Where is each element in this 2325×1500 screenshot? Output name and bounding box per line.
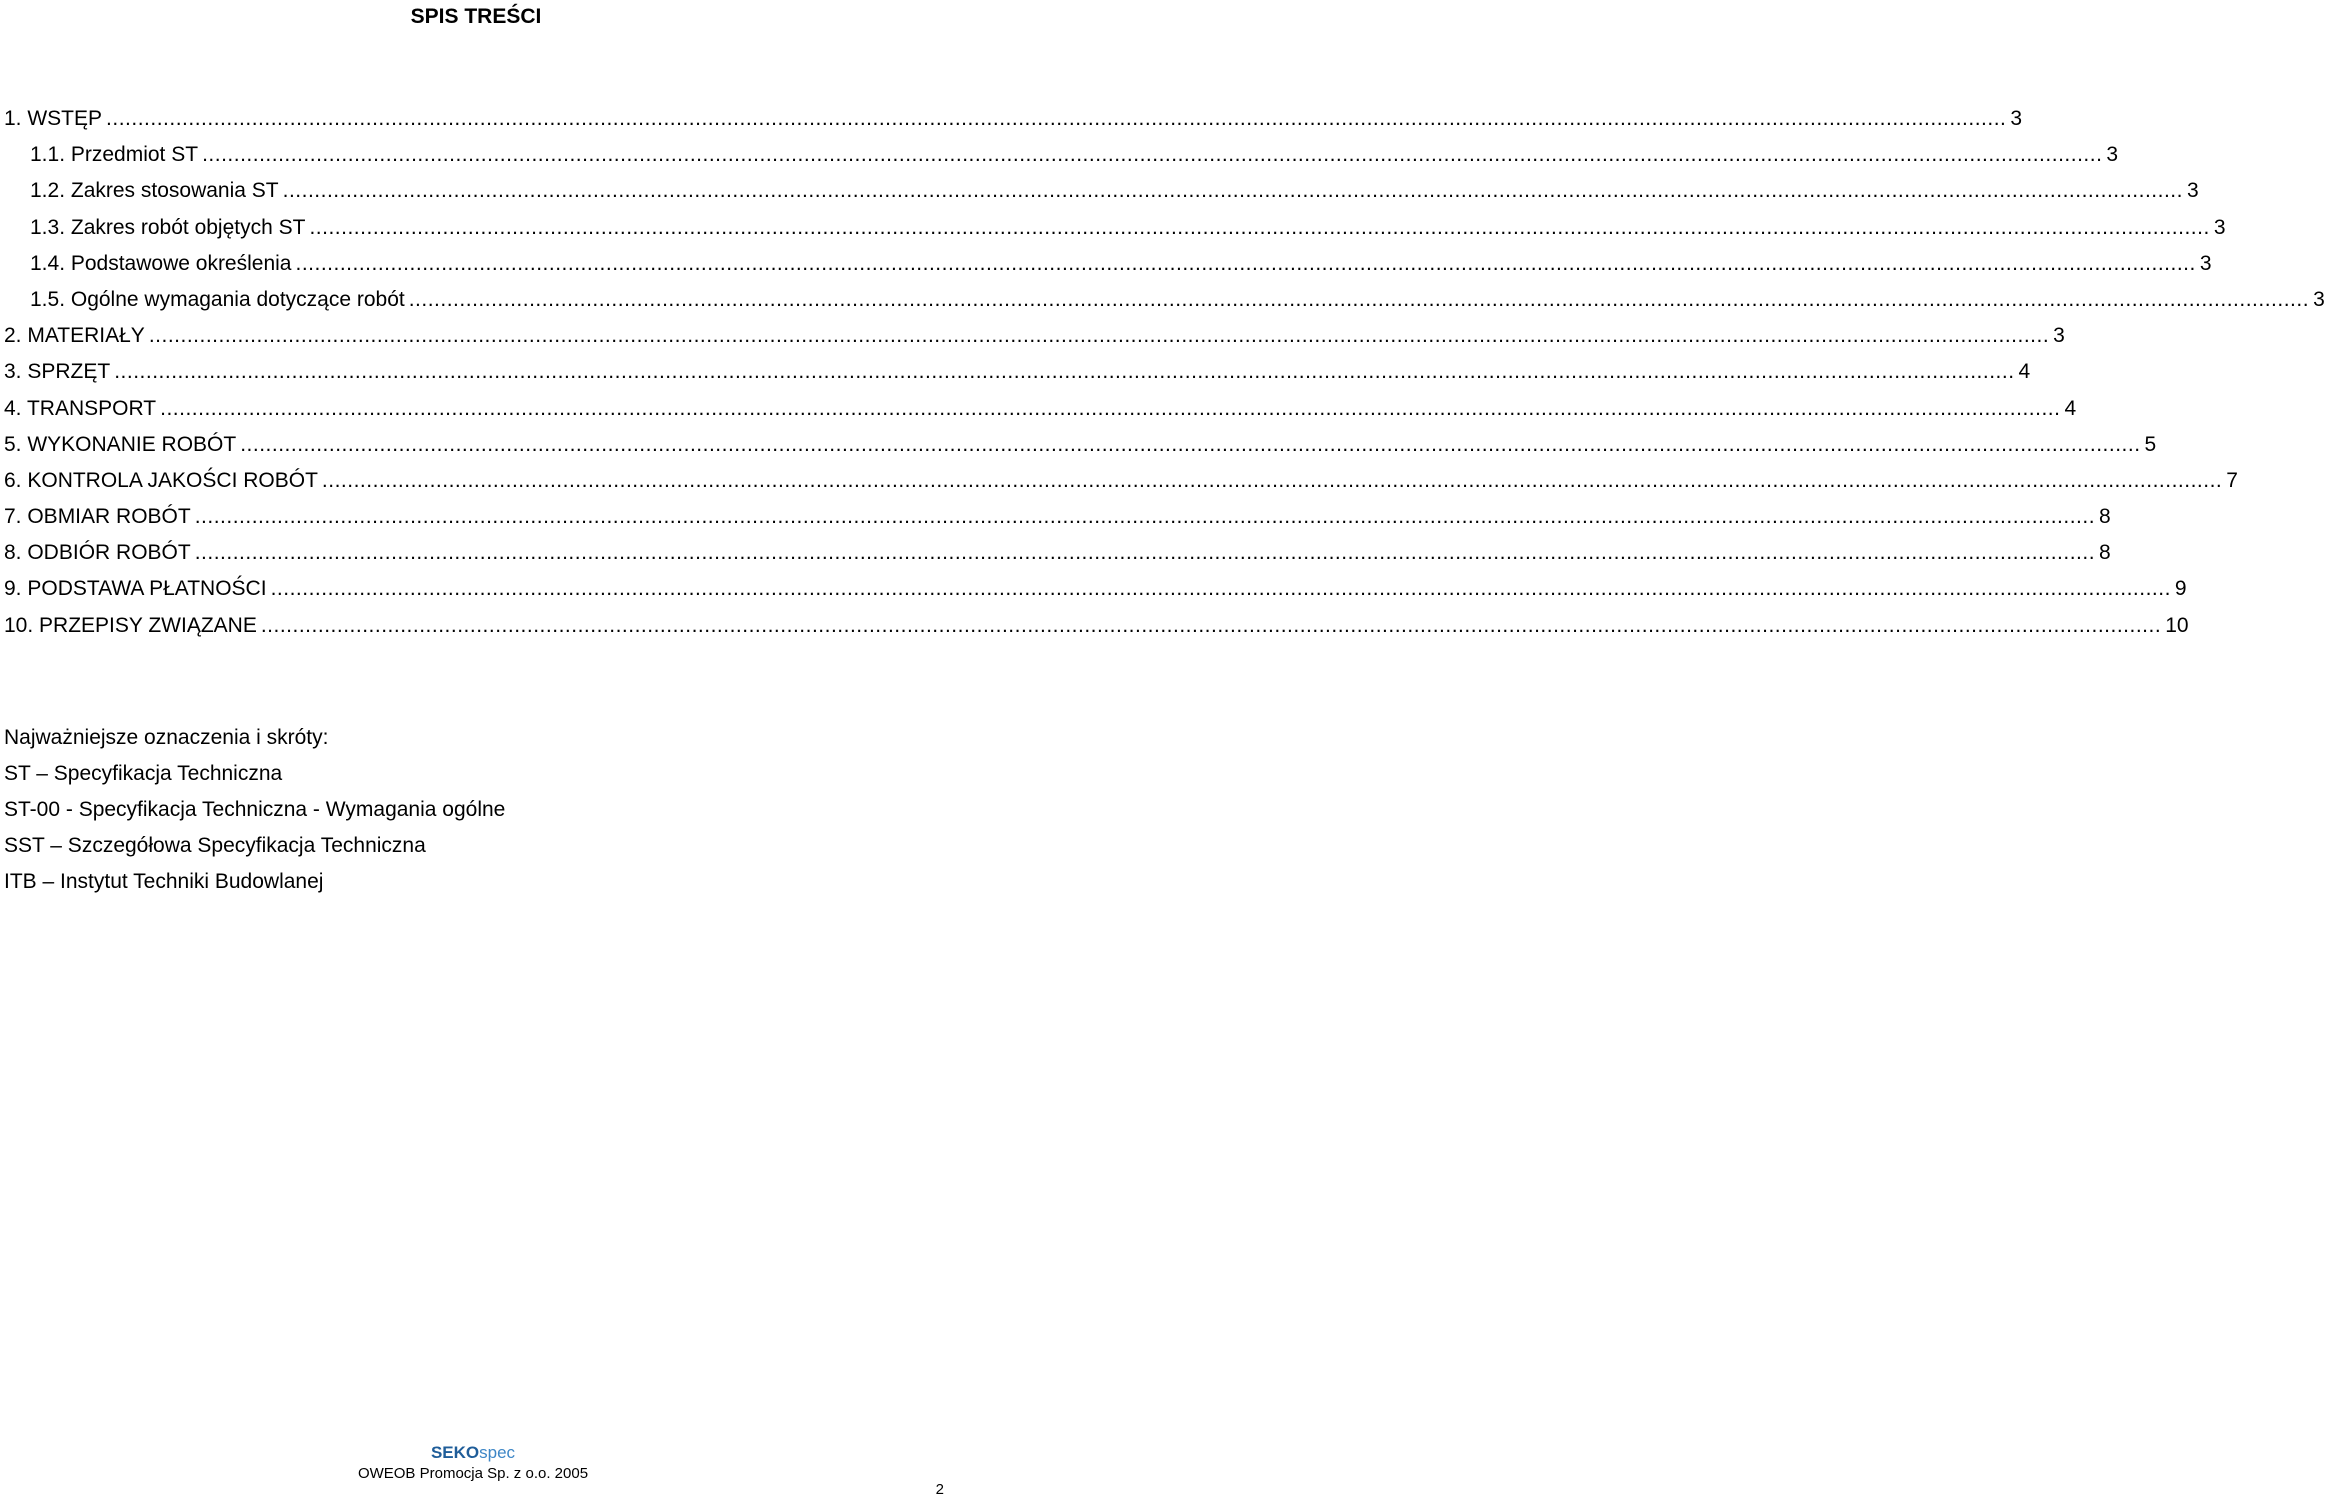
toc-dot-leader: ............................................................................................................................................................................................................................................................................................................ (202, 143, 2103, 167)
toc-dot-leader: ............................................................................................................................................................................................................................................................................................................ (194, 505, 2096, 529)
toc-entry-label: 8. ODBIÓR ROBÓT (4, 541, 191, 565)
toc-entry[interactable] (4, 318, 2065, 354)
brand-logo (0, 1442, 946, 1464)
toc-entry-label: 2. MATERIAŁY (4, 324, 145, 348)
abbreviations-heading: Najważniejsze oznaczenia i skróty: (4, 726, 329, 749)
brand-logo-part1: SEKO (430, 1443, 480, 1462)
toc-dot-leader: ............................................................................................................................................................................................................................................................................................................ (309, 215, 2210, 239)
toc-entry-label: 1.3. Zakres robót objętych ST (30, 215, 306, 239)
toc-entry-label: 10. PRZEPISY ZWIĄZANE (4, 613, 257, 637)
page-number: 2 (935, 1481, 944, 1498)
toc-entry-page: 7 (2226, 468, 2238, 492)
page-title: SPIS TREŚCI (410, 5, 542, 28)
toc-entry-page: 3 (2010, 107, 2023, 130)
toc-entry[interactable] (4, 282, 2325, 318)
toc-entry[interactable] (4, 354, 2031, 390)
toc-entry-label: 7. OBMIAR ROBÓT (4, 505, 191, 529)
toc-entry-page: 8 (2099, 505, 2111, 529)
toc-dot-leader: ............................................................................................................................................................................................................................................................................................................ (408, 287, 2310, 311)
toc-entry[interactable] (4, 101, 2023, 137)
toc-entry-page: 3 (2053, 324, 2065, 348)
toc-entry-page: 10 (2165, 613, 2189, 637)
toc-dot-leader: ............................................................................................................................................................................................................................................................................................................ (282, 179, 2183, 203)
toc-entry[interactable] (4, 137, 2119, 173)
toc-dot-leader: ............................................................................................................................................................................................................................................................................................................ (240, 432, 2141, 456)
toc-entry-page: 3 (2106, 143, 2119, 167)
toc-entry-page: 3 (2186, 179, 2199, 203)
toc-entry-label: 1.4. Podstawowe określenia (30, 251, 292, 275)
company-line: OWEOB Promocja Sp. z o.o. 2005 (357, 1465, 589, 1482)
toc-dot-leader: ............................................................................................................................................................................................................................................................................................................ (321, 468, 2223, 492)
abbreviation-item: ST – Specyfikacja Techniczna (4, 762, 283, 785)
page-footer (0, 1442, 946, 1484)
toc-dot-leader: ............................................................................................................................................................................................................................................................................................................ (106, 107, 2007, 130)
abbreviation-item: SST – Szczegółowa Specyfikacja Techniczna (4, 834, 426, 857)
toc-dot-leader: ............................................................................................................................................................................................................................................................................................................ (270, 577, 2171, 601)
toc-entry-page: 5 (2144, 432, 2157, 456)
abbreviations-section (4, 720, 924, 900)
toc-entry-label: 1. WSTĘP (4, 107, 103, 130)
toc-entry-page: 4 (2064, 396, 2077, 420)
brand-logo-part2: spec (479, 1443, 516, 1462)
toc-dot-leader: ............................................................................................................................................................................................................................................................................................................ (194, 541, 2096, 565)
toc-dot-leader: ............................................................................................................................................................................................................................................................................................................ (148, 324, 2050, 348)
toc-entry[interactable] (4, 246, 2212, 282)
toc-entry-page: 4 (2018, 360, 2031, 384)
abbreviation-item: ITB – Instytut Techniki Budowlanej (4, 870, 324, 893)
toc-entry-label: 6. KONTROLA JAKOŚCI ROBÓT (4, 468, 318, 492)
toc-entry[interactable] (4, 173, 2199, 209)
toc-dot-leader: ............................................................................................................................................................................................................................................................................................................ (260, 613, 2162, 637)
toc-entry[interactable] (4, 391, 2077, 427)
toc-entry-label: 1.2. Zakres stosowania ST (30, 179, 279, 203)
table-of-contents (4, 101, 2325, 644)
abbreviation-item: ST-00 - Specyfikacja Techniczna - Wymagania ogólne (4, 798, 506, 821)
toc-entry[interactable] (4, 210, 2226, 246)
toc-entry-page: 9 (2174, 577, 2187, 601)
toc-entry-label: 5. WYKONANIE ROBÓT (4, 432, 237, 456)
toc-entry[interactable] (4, 608, 2189, 644)
toc-entry-label: 3. SPRZĘT (4, 360, 111, 384)
toc-entry[interactable] (4, 463, 2238, 499)
toc-entry-page: 3 (2199, 251, 2212, 275)
toc-entry-page: 3 (2213, 215, 2226, 239)
toc-entry-label: 1.1. Przedmiot ST (30, 143, 199, 167)
toc-entry[interactable] (4, 499, 2111, 535)
toc-entry[interactable] (4, 427, 2157, 463)
toc-entry-label: 1.5. Ogólne wymagania dotyczące robót (30, 287, 405, 311)
toc-dot-leader: ............................................................................................................................................................................................................................................................................................................ (295, 251, 2196, 275)
toc-entry[interactable] (4, 535, 2111, 571)
toc-dot-leader: ............................................................................................................................................................................................................................................................................................................ (160, 396, 2061, 420)
toc-entry-label: 4. TRANSPORT (4, 396, 157, 420)
toc-entry-page: 8 (2099, 541, 2111, 565)
toc-entry-page: 3 (2313, 287, 2325, 311)
toc-entry[interactable] (4, 571, 2187, 607)
toc-entry-label: 9. PODSTAWA PŁATNOŚCI (4, 577, 267, 601)
toc-dot-leader: ............................................................................................................................................................................................................................................................................................................ (114, 360, 2015, 384)
